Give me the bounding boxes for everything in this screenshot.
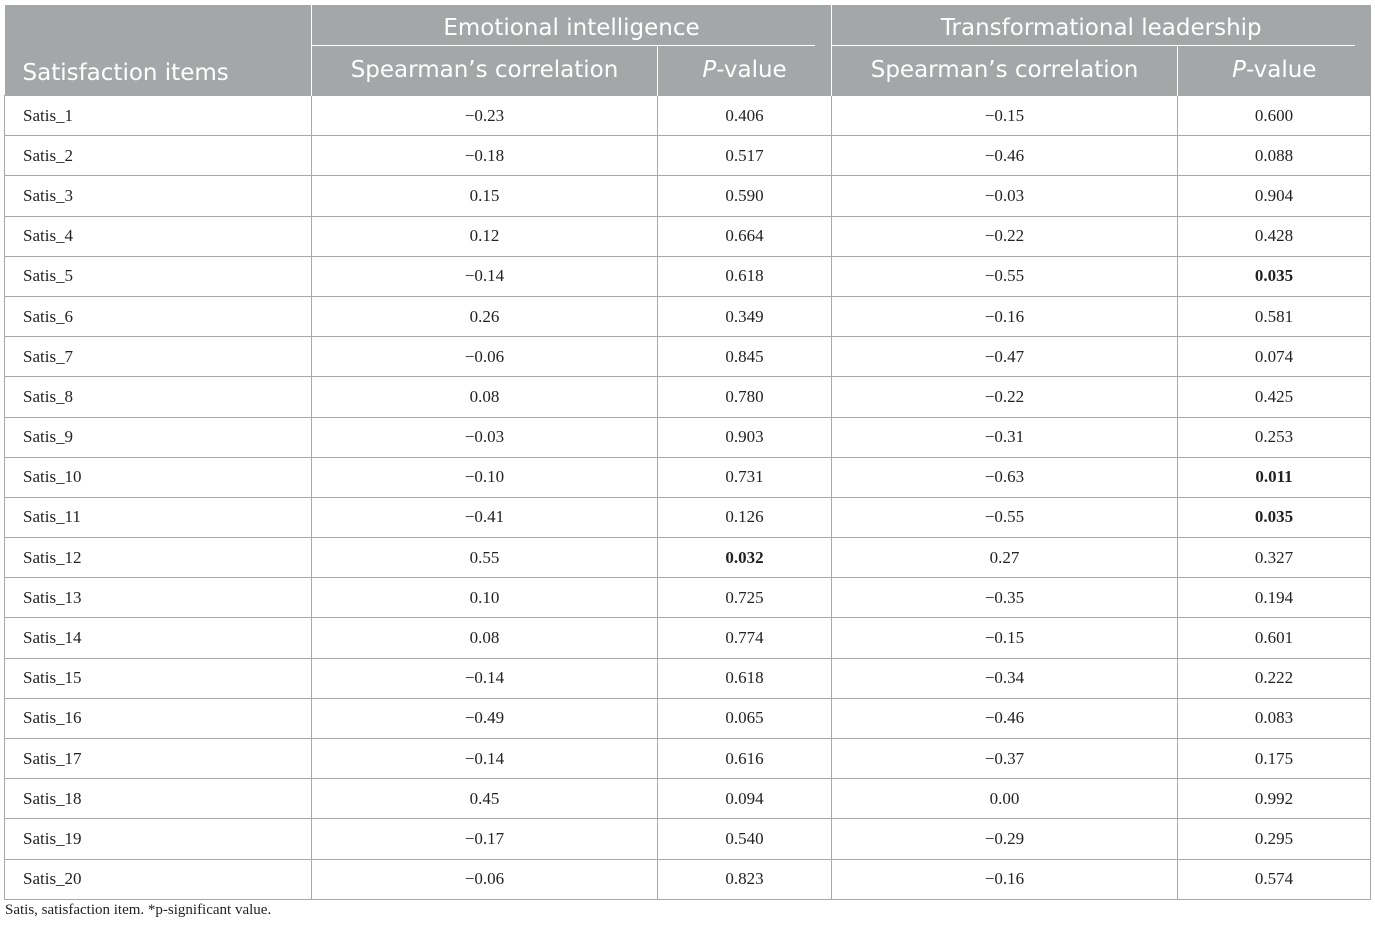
table-row (5, 417, 1371, 457)
cell-ei-p-value: 0.731 (658, 457, 832, 497)
p-italic: P (1232, 56, 1246, 83)
table-row (5, 859, 1371, 899)
cell-item: Satis_20 (5, 859, 312, 899)
cell-ei-correlation: −0.10 (312, 457, 658, 497)
cell-tl-correlation: −0.35 (832, 578, 1178, 618)
table-row (5, 739, 1371, 779)
table-row (5, 176, 1371, 216)
cell-ei-correlation: −0.06 (312, 859, 658, 899)
cell-tl-p-value: 0.428 (1178, 216, 1371, 256)
cell-ei-p-value: 0.349 (658, 296, 832, 336)
header-tl-p-value (1178, 46, 1371, 96)
cell-ei-p-value: 0.540 (658, 819, 832, 859)
cell-ei-p-value: 0.845 (658, 337, 832, 377)
cell-tl-p-value: 0.194 (1178, 578, 1371, 618)
cell-ei-correlation: −0.14 (312, 739, 658, 779)
group-label: Emotional intelligence (443, 14, 700, 41)
cell-tl-p-value: 0.574 (1178, 859, 1371, 899)
table-footnote: Satis, satisfaction item. *p-significant value. (5, 902, 272, 918)
cell-ei-correlation: −0.49 (312, 698, 658, 738)
cell-tl-p-value: 0.035 (1178, 497, 1371, 537)
cell-tl-p-value: 0.074 (1178, 337, 1371, 377)
header-group-emotional-intelligence (312, 5, 832, 46)
cell-item: Satis_8 (5, 377, 312, 417)
header-ei-correlation: Spearman’s correlation (312, 46, 658, 96)
cell-ei-p-value: 0.780 (658, 377, 832, 417)
correlation-table-container (4, 5, 1370, 900)
cell-ei-p-value: 0.774 (658, 618, 832, 658)
cell-ei-p-value: 0.126 (658, 497, 832, 537)
table-body (5, 96, 1371, 900)
header-ei-p-value (658, 46, 832, 96)
cell-ei-p-value: 0.903 (658, 417, 832, 457)
cell-item: Satis_11 (5, 497, 312, 537)
cell-ei-p-value: 0.618 (658, 256, 832, 296)
cell-ei-correlation: 0.08 (312, 618, 658, 658)
cell-item: Satis_4 (5, 216, 312, 256)
cell-tl-correlation: −0.47 (832, 337, 1178, 377)
cell-item: Satis_15 (5, 658, 312, 698)
cell-ei-correlation: −0.17 (312, 819, 658, 859)
cell-ei-correlation: −0.18 (312, 136, 658, 176)
table-row (5, 538, 1371, 578)
cell-tl-correlation: −0.16 (832, 296, 1178, 336)
table-row (5, 457, 1371, 497)
cell-ei-correlation: 0.10 (312, 578, 658, 618)
cell-ei-p-value: 0.094 (658, 779, 832, 819)
cell-ei-p-value: 0.032 (658, 538, 832, 578)
cell-tl-correlation: 0.27 (832, 538, 1178, 578)
cell-tl-p-value: 0.035 (1178, 256, 1371, 296)
cell-ei-p-value: 0.664 (658, 216, 832, 256)
table-row (5, 779, 1371, 819)
table-row (5, 658, 1371, 698)
table-row (5, 618, 1371, 658)
table-header (5, 5, 1371, 96)
cell-tl-p-value: 0.425 (1178, 377, 1371, 417)
cell-tl-correlation: −0.29 (832, 819, 1178, 859)
cell-ei-p-value: 0.823 (658, 859, 832, 899)
cell-ei-p-value: 0.406 (658, 96, 832, 136)
p-rest: -value (1245, 56, 1317, 83)
cell-tl-correlation: −0.15 (832, 96, 1178, 136)
table-row (5, 698, 1371, 738)
cell-item: Satis_10 (5, 457, 312, 497)
header-group-transformational-leadership (832, 5, 1371, 46)
cell-tl-correlation: −0.63 (832, 457, 1178, 497)
cell-tl-correlation: −0.46 (832, 136, 1178, 176)
cell-ei-correlation: −0.06 (312, 337, 658, 377)
table-row (5, 96, 1371, 136)
cell-ei-correlation: 0.15 (312, 176, 658, 216)
cell-ei-correlation: 0.12 (312, 216, 658, 256)
cell-item: Satis_19 (5, 819, 312, 859)
cell-ei-correlation: −0.03 (312, 417, 658, 457)
header-satisfaction-items: Satisfaction items (5, 5, 312, 96)
cell-tl-correlation: −0.03 (832, 176, 1178, 216)
cell-item: Satis_13 (5, 578, 312, 618)
cell-tl-p-value: 0.992 (1178, 779, 1371, 819)
cell-item: Satis_6 (5, 296, 312, 336)
cell-tl-correlation: −0.31 (832, 417, 1178, 457)
cell-item: Satis_12 (5, 538, 312, 578)
table-row (5, 337, 1371, 377)
cell-ei-correlation: 0.45 (312, 779, 658, 819)
header-tl-correlation: Spearman’s correlation (832, 46, 1178, 96)
cell-ei-p-value: 0.616 (658, 739, 832, 779)
cell-tl-correlation: −0.15 (832, 618, 1178, 658)
cell-item: Satis_5 (5, 256, 312, 296)
cell-ei-p-value: 0.065 (658, 698, 832, 738)
cell-tl-correlation: −0.22 (832, 377, 1178, 417)
cell-tl-p-value: 0.083 (1178, 698, 1371, 738)
cell-ei-p-value: 0.517 (658, 136, 832, 176)
table-row (5, 377, 1371, 417)
table-row (5, 497, 1371, 537)
cell-tl-p-value: 0.581 (1178, 296, 1371, 336)
cell-ei-p-value: 0.618 (658, 658, 832, 698)
cell-tl-p-value: 0.222 (1178, 658, 1371, 698)
cell-tl-p-value: 0.175 (1178, 739, 1371, 779)
cell-tl-p-value: 0.011 (1178, 457, 1371, 497)
cell-tl-correlation: −0.46 (832, 698, 1178, 738)
cell-tl-p-value: 0.601 (1178, 618, 1371, 658)
cell-ei-p-value: 0.725 (658, 578, 832, 618)
cell-item: Satis_3 (5, 176, 312, 216)
cell-tl-correlation: −0.22 (832, 216, 1178, 256)
cell-tl-p-value: 0.253 (1178, 417, 1371, 457)
cell-tl-correlation: −0.37 (832, 739, 1178, 779)
cell-ei-correlation: −0.23 (312, 96, 658, 136)
cell-tl-correlation: −0.34 (832, 658, 1178, 698)
cell-tl-correlation: −0.16 (832, 859, 1178, 899)
cell-item: Satis_14 (5, 618, 312, 658)
cell-ei-correlation: 0.55 (312, 538, 658, 578)
cell-tl-p-value: 0.600 (1178, 96, 1371, 136)
cell-ei-correlation: 0.26 (312, 296, 658, 336)
cell-item: Satis_17 (5, 739, 312, 779)
cell-tl-p-value: 0.904 (1178, 176, 1371, 216)
cell-ei-correlation: −0.14 (312, 658, 658, 698)
table-row (5, 216, 1371, 256)
cell-item: Satis_2 (5, 136, 312, 176)
table-row (5, 296, 1371, 336)
group-label: Transformational leadership (940, 14, 1262, 41)
cell-item: Satis_7 (5, 337, 312, 377)
table-row (5, 136, 1371, 176)
cell-ei-correlation: −0.14 (312, 256, 658, 296)
table-row (5, 256, 1371, 296)
cell-tl-p-value: 0.088 (1178, 136, 1371, 176)
correlation-table (4, 5, 1371, 900)
cell-ei-correlation: 0.08 (312, 377, 658, 417)
cell-item: Satis_1 (5, 96, 312, 136)
cell-item: Satis_16 (5, 698, 312, 738)
cell-tl-p-value: 0.295 (1178, 819, 1371, 859)
cell-item: Satis_18 (5, 779, 312, 819)
cell-tl-correlation: −0.55 (832, 256, 1178, 296)
cell-tl-correlation: 0.00 (832, 779, 1178, 819)
table-row (5, 578, 1371, 618)
p-italic: P (702, 56, 717, 83)
p-rest: -value (716, 56, 787, 83)
cell-tl-p-value: 0.327 (1178, 538, 1371, 578)
cell-tl-correlation: −0.55 (832, 497, 1178, 537)
cell-ei-correlation: −0.41 (312, 497, 658, 537)
cell-ei-p-value: 0.590 (658, 176, 832, 216)
cell-item: Satis_9 (5, 417, 312, 457)
table-row (5, 819, 1371, 859)
